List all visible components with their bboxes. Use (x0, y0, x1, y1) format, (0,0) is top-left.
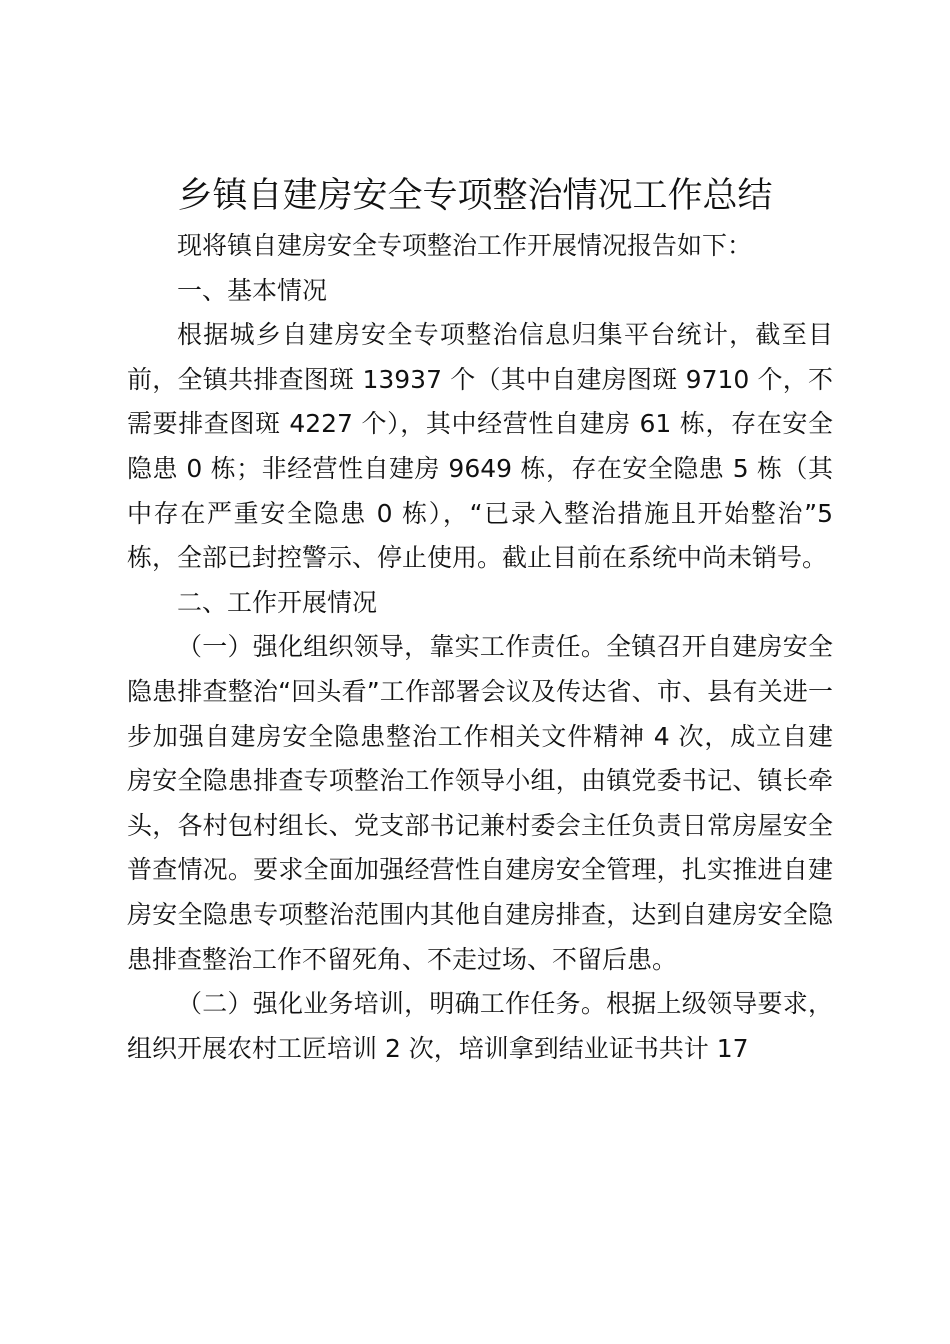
section-heading-work: 二、工作开展情况 (177, 587, 378, 617)
section-heading-basic: 一、基本情况 (177, 275, 328, 305)
document-body (127, 224, 833, 1071)
work-item-2-paragraph: （二）强化业务培训，明确工作任务。根据上级领导要求，组织开展农村工匠培训 2 次，培训拿到结业证书共计 17 (127, 989, 833, 1063)
intro-paragraph: 现将镇自建房安全专项整治工作开展情况报告如下： (177, 231, 753, 260)
document-title: 乡镇自建房安全专项整治情况工作总结 (177, 176, 773, 216)
work-item-1-paragraph: （一）强化组织领导，靠实工作责任。全镇召开自建房安全隐患排查整治“回头看”工作部署会议及传达省、市、县有关进一步加强自建房安全隐患整治工作相关文件精神 4 次，成立自建房安全隐患排查专项整治工作领导小组，由镇党委书记、镇长牵头，各村包村组长、党支部书记兼村委会主任负责日常房屋安全普查情况。要求全面加强经营性自建房安全管理，扎实推进自建房安全隐患专项整治范围内其他自建房排查，达到自建房安全隐患排查整治工作不留死角、不走过场、不留后患。 (127, 632, 833, 974)
basic-situation-paragraph: 根据城乡自建房安全专项整治信息归集平台统计，截至目前，全镇共排查图斑 13937 个（其中自建房图斑 9710 个，不需要排查图斑 4227 个），其中经营性自建房 61 栋，存在安全隐患 0 栋；非经营性自建房 9649 栋，存在安全隐患 5 栋（其中存在严重安全隐患 0 栋），“已录入整治措施且开始整治”5 栋，全部已封控警示、停止使用。截止目前在系统中尚未销号。 (127, 320, 833, 573)
